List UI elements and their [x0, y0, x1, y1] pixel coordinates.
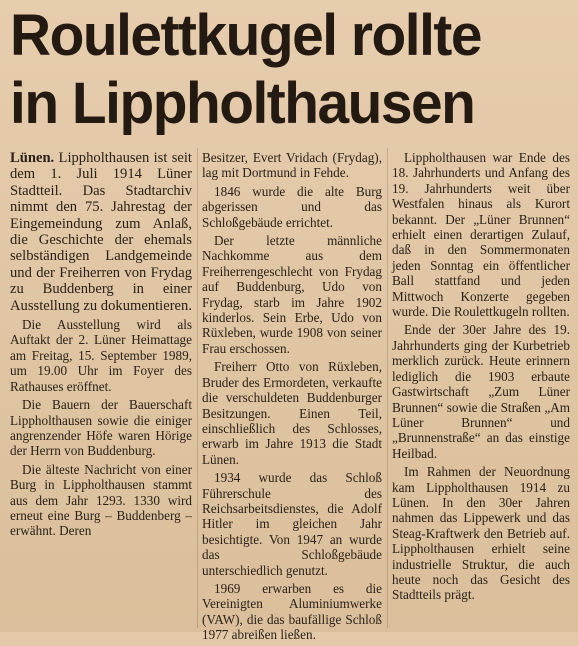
column-divider: [387, 148, 388, 628]
paragraph: Der letzte männliche Nachkomme aus dem Freiherrengeschlecht von Frydag auf Buddenburg, Udo von Frydag, starb im Jahre 1902 kinderlos. Sein Erbe, Udo von Rüxleben, wurde 1908 von seiner Frau erschossen.: [202, 233, 382, 356]
dateline: Lünen.: [10, 150, 55, 166]
headline: [10, 2, 559, 138]
column-3: [392, 150, 570, 606]
paragraph: 1934 wurde das Schloß Führerschule des Reichsarbeitsdienstes, die Adolf Hitler im gleichen Jahr besichtigte. Von 1947 an wurde das Schloßgebäude unterschiedlich genutzt.: [202, 470, 382, 578]
paragraph: Im Rahmen der Neuordnung kam Lippholthausen 1914 zu Lünen. In den 30er Jahren nahmen das Lippewerk und das Steag-Kraftwerk den Betrieb auf. Lippholthausen erhielt seine industrielle Struktur, die auch heute noch das Gesicht des Stadtteils prägt.: [392, 464, 570, 603]
column-2: [202, 150, 382, 646]
paragraph: Ende der 30er Jahre des 19. Jahrhunderts ging der Kurbetrieb merklich zurück. Heute erinnern lediglich die 1903 erbaute Gastwirtschaft „Zum Lüner Brunnen“ sowie die Straßen „Am Lüner Brunnen“ und „Brunnenstraße“ an das einstige Heilbad.: [392, 322, 570, 461]
paragraph: Die älteste Nachricht von einer Burg in Lippholthausen stammt aus dem Jahr 1293. 1330 wird erneut eine Burg – Buddenberg – erwähnt. Deren: [10, 461, 192, 539]
lead-paragraph: [10, 150, 192, 314]
headline-line-1: Roulettkugel rollte: [10, 3, 482, 68]
headline-line-2: in Lippholthausen: [10, 71, 475, 136]
column-divider: [197, 148, 198, 628]
paragraph: 1846 wurde die alte Burg abgerissen und das Schloßgebäude errichtet.: [202, 183, 382, 230]
paragraph: Besitzer, Evert Vridach (Frydag), lag mit Dortmund in Fehde.: [202, 150, 382, 181]
column-1: [10, 150, 192, 542]
paragraph: Freiherr Otto von Rüxleben, Bruder des Ermordeten, verkaufte die verschuldeten Buddenburger Besitzungen. Einen Teil, einschließlich des Schlosses, erwarb im Jahre 1913 die Stadt Lünen.: [202, 359, 382, 467]
paragraph: Lippholthausen war Ende des 18. Jahrhunderts und Anfang des 19. Jahrhunderts weit über Westfalen hinaus als Kurort bekannt. Der „Lüner Brunnen“ erhielt einen derartigen Zulauf, daß in den Sommermonaten jeden Sonntag ein öffentlicher Ball stattfand und jeden Mittwoch Konzerte gegeben wurde. Die Roulettkugeln rollten.: [392, 150, 570, 320]
paragraph: 1969 erwarben es die Vereinigten Aluminiumwerke (VAW), die das baufällige Schloß 1977 abreißen ließen.: [202, 580, 382, 643]
lead-text: Lippholthausen ist seit dem 1. Juli 1914 Lüner Stadtteil. Das Stadtarchiv nimmt den 75. Jahrestag der Eingemeindung zum Anlaß, die Geschichte der ehemals selbständigen Landgemeinde und der Freiherren von Frydag zu Buddenberg in einer Ausstellung zu dokumentieren.: [10, 150, 192, 314]
paragraph: Die Ausstellung wird als Auftakt der 2. Lüner Heimattage am Freitag, 15. September 1989, um 19.00 Uhr im Foyer des Rathauses eröffnet.: [10, 317, 192, 394]
paragraph: Die Bauern der Bauerschaft Lippholthausen sowie die einiger angrenzender Höfe waren Hörige der Herrn von Buddenburg.: [10, 397, 192, 459]
